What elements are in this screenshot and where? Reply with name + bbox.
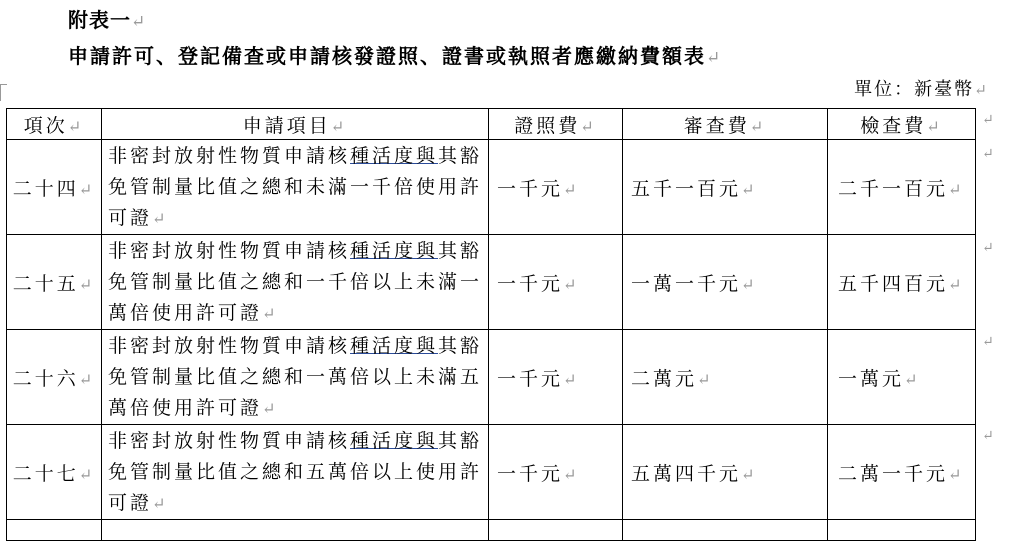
header-license-fee: 證照費↵ [489, 109, 623, 140]
row-license-fee: 一千元↵ [489, 425, 623, 520]
header-review-fee: 審查費↵ [623, 109, 828, 140]
row-inspection-fee: 二千一百元↵ [828, 140, 976, 235]
row-review-fee: 一萬一千元↵ [623, 235, 828, 330]
header-index: 項次↵ [7, 109, 102, 140]
table-row [7, 235, 976, 330]
paragraph-mark-icon: ↵ [974, 81, 989, 99]
table-row [7, 425, 976, 520]
row-item: 非密封放射性物質申請核種活度與其豁免管制量比值之總和未滿一千倍使用許可證↵ [102, 140, 489, 235]
document-title: 申請許可、登記備查或申請核發證照、證書或執照者應繳納費額表↵ [68, 44, 723, 68]
row-item: 非密封放射性物質申請核種活度與其豁免管制量比值之總和五萬倍以上使用許可證↵ [102, 425, 489, 520]
row-license-fee: 一千元↵ [489, 235, 623, 330]
paragraph-mark-icon: ↵ [131, 12, 147, 32]
row-license-fee: 一千元↵ [489, 330, 623, 425]
row-index: 二十六↵ [7, 330, 102, 425]
margin-corner-mark [0, 84, 7, 101]
appendix-label: 附表一↵ [68, 8, 147, 32]
header-inspection-fee: 檢查費↵ [828, 109, 976, 140]
row-item: 非密封放射性物質申請核種活度與其豁免管制量比值之總和一萬倍以上未滿五萬倍使用許可證↵ [102, 330, 489, 425]
row-inspection-fee: 五千四百元↵ [828, 235, 976, 330]
end-of-row-mark-icon: ↵ [982, 146, 994, 162]
row-license-fee: 一千元↵ [489, 140, 623, 235]
end-of-row-mark-icon: ↵ [982, 112, 994, 128]
row-index: 二十七↵ [7, 425, 102, 520]
row-inspection-fee: 二萬一千元↵ [828, 425, 976, 520]
row-review-fee: 二萬元↵ [623, 330, 828, 425]
paragraph-mark-icon: ↵ [706, 48, 723, 68]
table-row [7, 140, 976, 235]
table-header-row [7, 109, 976, 140]
currency-unit-note: 單位：新臺幣↵ [854, 79, 989, 100]
end-of-row-mark-icon: ↵ [982, 334, 994, 350]
row-review-fee: 五萬四千元↵ [623, 425, 828, 520]
fee-table [6, 108, 976, 541]
end-of-row-mark-icon: ↵ [982, 240, 994, 256]
header-item: 申請項目↵ [102, 109, 489, 140]
row-review-fee: 五千一百元↵ [623, 140, 828, 235]
table-row [7, 330, 976, 425]
row-index: 二十四↵ [7, 140, 102, 235]
end-of-row-mark-icon: ↵ [982, 428, 994, 444]
row-index: 二十五↵ [7, 235, 102, 330]
row-inspection-fee: 一萬元↵ [828, 330, 976, 425]
row-item: 非密封放射性物質申請核種活度與其豁免管制量比值之總和一千倍以上未滿一萬倍使用許可證↵ [102, 235, 489, 330]
